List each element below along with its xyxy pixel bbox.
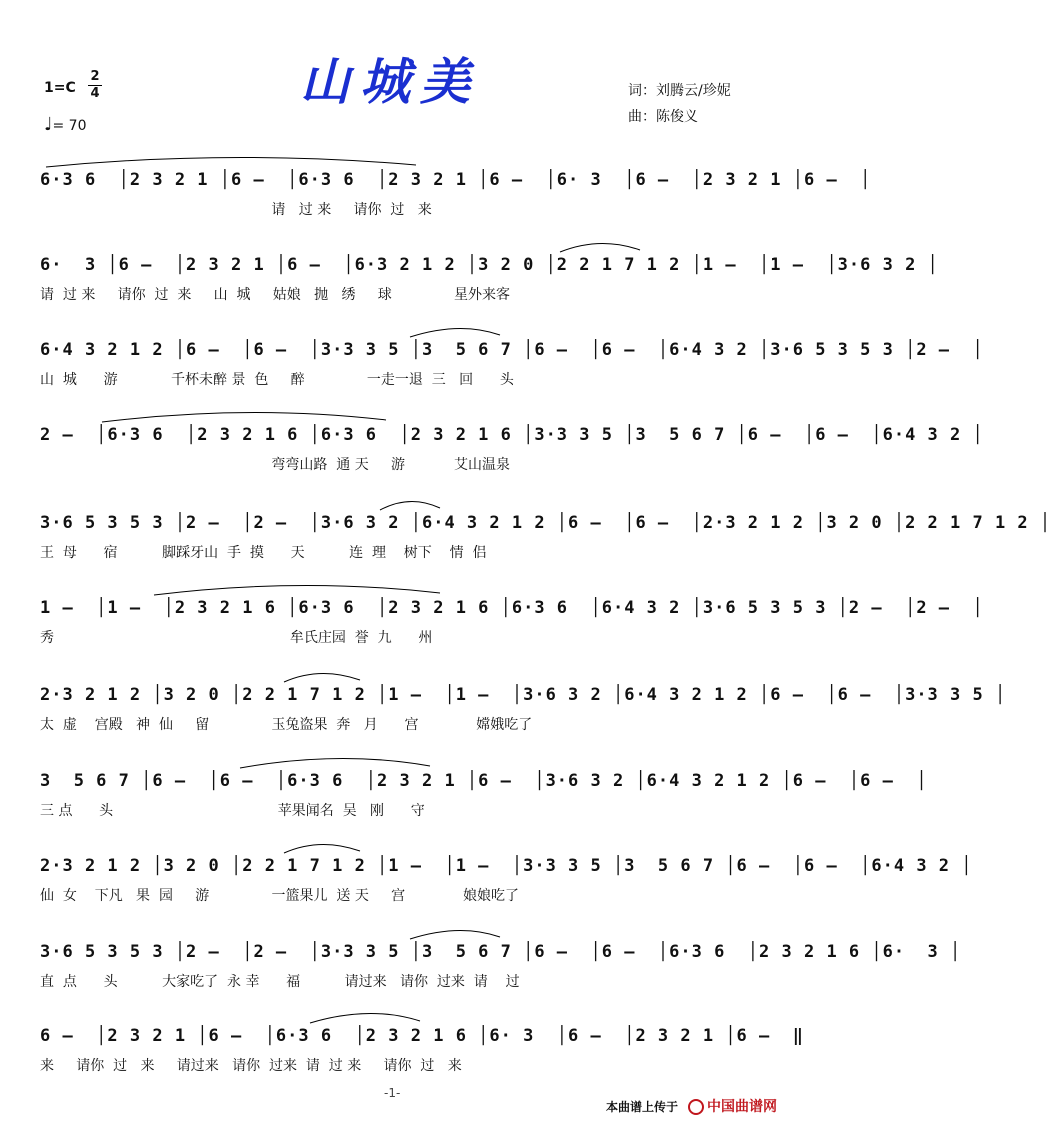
time-signature-bottom: 4 <box>90 86 100 101</box>
score-system-2 <box>40 250 939 330</box>
notation-line: 6 ‒ │2 3 2 1 │6 ‒ │6·3 6 │2 3 2 1 6 │6· 3 │6 ‒ │2 3 2 1 │6 ‒ ‖ <box>40 1026 804 1046</box>
notation-line: 6· 3 │6 ‒ │2 3 2 1 │6 ‒ │6·3 2 1 2 │3 2 0 │2 2 1 7 1 2 │1 ‒ │1 ‒ │3·6 3 2 │ <box>40 255 939 275</box>
notation-line: 6·3 6 │2 3 2 1 │6 ‒ │6·3 6 │2 3 2 1 │6 ‒ │6· 3 │6 ‒ │2 3 2 1 │6 ‒ │ <box>40 170 872 190</box>
upload-caption: 本曲谱上传于 <box>606 1100 679 1114</box>
score-system-7 <box>40 680 1007 760</box>
lyrics-line: 来 请你 过 来 请过来 请你 过来 请 过 来 请你 过 来 <box>40 1058 462 1074</box>
score-system-9 <box>40 851 973 931</box>
score-system-8 <box>40 766 928 846</box>
lyrics-line: 太 虚 宫殿 神 仙 留 玉兔盗果 奔 月 宫 嫦娥吃了 <box>40 717 533 733</box>
lyrics-line: 仙 女 下凡 果 园 游 一篮果儿 送 天 宫 娘娘吃了 <box>40 888 519 904</box>
lyrics-line: 直 点 头 大家吃了 永 幸 福 请过来 请你 过来 请 过 <box>40 974 520 990</box>
score-system-3 <box>40 335 984 415</box>
site-logo[interactable] <box>688 1096 777 1116</box>
lyrics-line: 请 过 来 请你 过 来 山 城 姑娘 抛 绣 球 星外来客 <box>40 287 511 303</box>
lyrics-line: 三 点 头 苹果闻名 吴 刚 守 <box>40 803 425 819</box>
key-signature: 1=C <box>44 80 76 96</box>
lyrics-line: 请 过 来 请你 过 来 <box>40 202 432 218</box>
score-system-1 <box>40 165 872 245</box>
lyrics-line: 弯弯山路 通 天 游 艾山温泉 <box>40 457 510 473</box>
lyrics-line: 秀 牟氏庄园 誉 九 州 <box>40 630 433 646</box>
page-number: -1- <box>384 1086 401 1100</box>
lyrics-line: 王 母 宿 脚踩牙山 手 摸 天 连 理 树下 情 侣 <box>40 545 487 561</box>
notation-line: 3 5 6 7 │6 ‒ │6 ‒ │6·3 6 │2 3 2 1 │6 ‒ │3·6 3 2 │6·4 3 2 1 2 │6 ‒ │6 ‒ │ <box>40 771 928 791</box>
time-signature <box>88 70 102 101</box>
song-title: 山城美 <box>300 52 480 111</box>
notation-line: 3·6 5 3 5 3 │2 ‒ │2 ‒ │3·3 3 5 │3 5 6 7 │6 ‒ │6 ‒ │6·3 6 │2 3 2 1 6 │6· 3 │ <box>40 942 962 962</box>
score-system-5 <box>40 508 1051 588</box>
tempo-value: = 70 <box>52 118 87 134</box>
notation-line: 1 ‒ │1 ‒ │2 3 2 1 6 │6·3 6 │2 3 2 1 6 │6·3 6 │6·4 3 2 │3·6 5 3 5 3 │2 ‒ │2 ‒ │ <box>40 598 984 618</box>
lyrics-line: 山 城 游 千杯未醉 景 色 醉 一走一退 三 回 头 <box>40 372 514 388</box>
score-system-4 <box>40 420 984 500</box>
time-signature-top: 2 <box>90 69 100 84</box>
notation-line: 2 ‒ │6·3 6 │2 3 2 1 6 │6·3 6 │2 3 2 1 6 │3·3 3 5 │3 5 6 7 │6 ‒ │6 ‒ │6·4 3 2 │ <box>40 425 984 445</box>
notation-line: 2·3 2 1 2 │3 2 0 │2 2 1 7 1 2 │1 ‒ │1 ‒ │3·6 3 2 │6·4 3 2 1 2 │6 ‒ │6 ‒ │3·3 3 5 │ <box>40 685 1007 705</box>
lyricist-credit: 词：刘腾云/珍妮 <box>628 83 731 99</box>
notation-line: 6·4 3 2 1 2 │6 ‒ │6 ‒ │3·3 3 5 │3 5 6 7 │6 ‒ │6 ‒ │6·4 3 2 │3·6 5 3 5 3 │2 ‒ │ <box>40 340 984 360</box>
score-system-10 <box>40 937 962 1017</box>
quarter-note-icon: ♩ <box>44 114 53 135</box>
notation-line: 2·3 2 1 2 │3 2 0 │2 2 1 7 1 2 │1 ‒ │1 ‒ │3·3 3 5 │3 5 6 7 │6 ‒ │6 ‒ │6·4 3 2 │ <box>40 856 973 876</box>
notation-line: 3·6 5 3 5 3 │2 ‒ │2 ‒ │3·6 3 2 │6·4 3 2 1 2 │6 ‒ │6 ‒ │2·3 2 1 2 │3 2 0 │2 2 1 7 1 2 │ <box>40 513 1051 533</box>
site-logo-icon <box>688 1099 704 1115</box>
score-system-6 <box>40 593 984 673</box>
site-logo-text: 中国曲谱网 <box>707 1099 777 1115</box>
tempo-marking <box>44 114 87 135</box>
composer-credit: 曲：陈俊义 <box>628 109 698 125</box>
